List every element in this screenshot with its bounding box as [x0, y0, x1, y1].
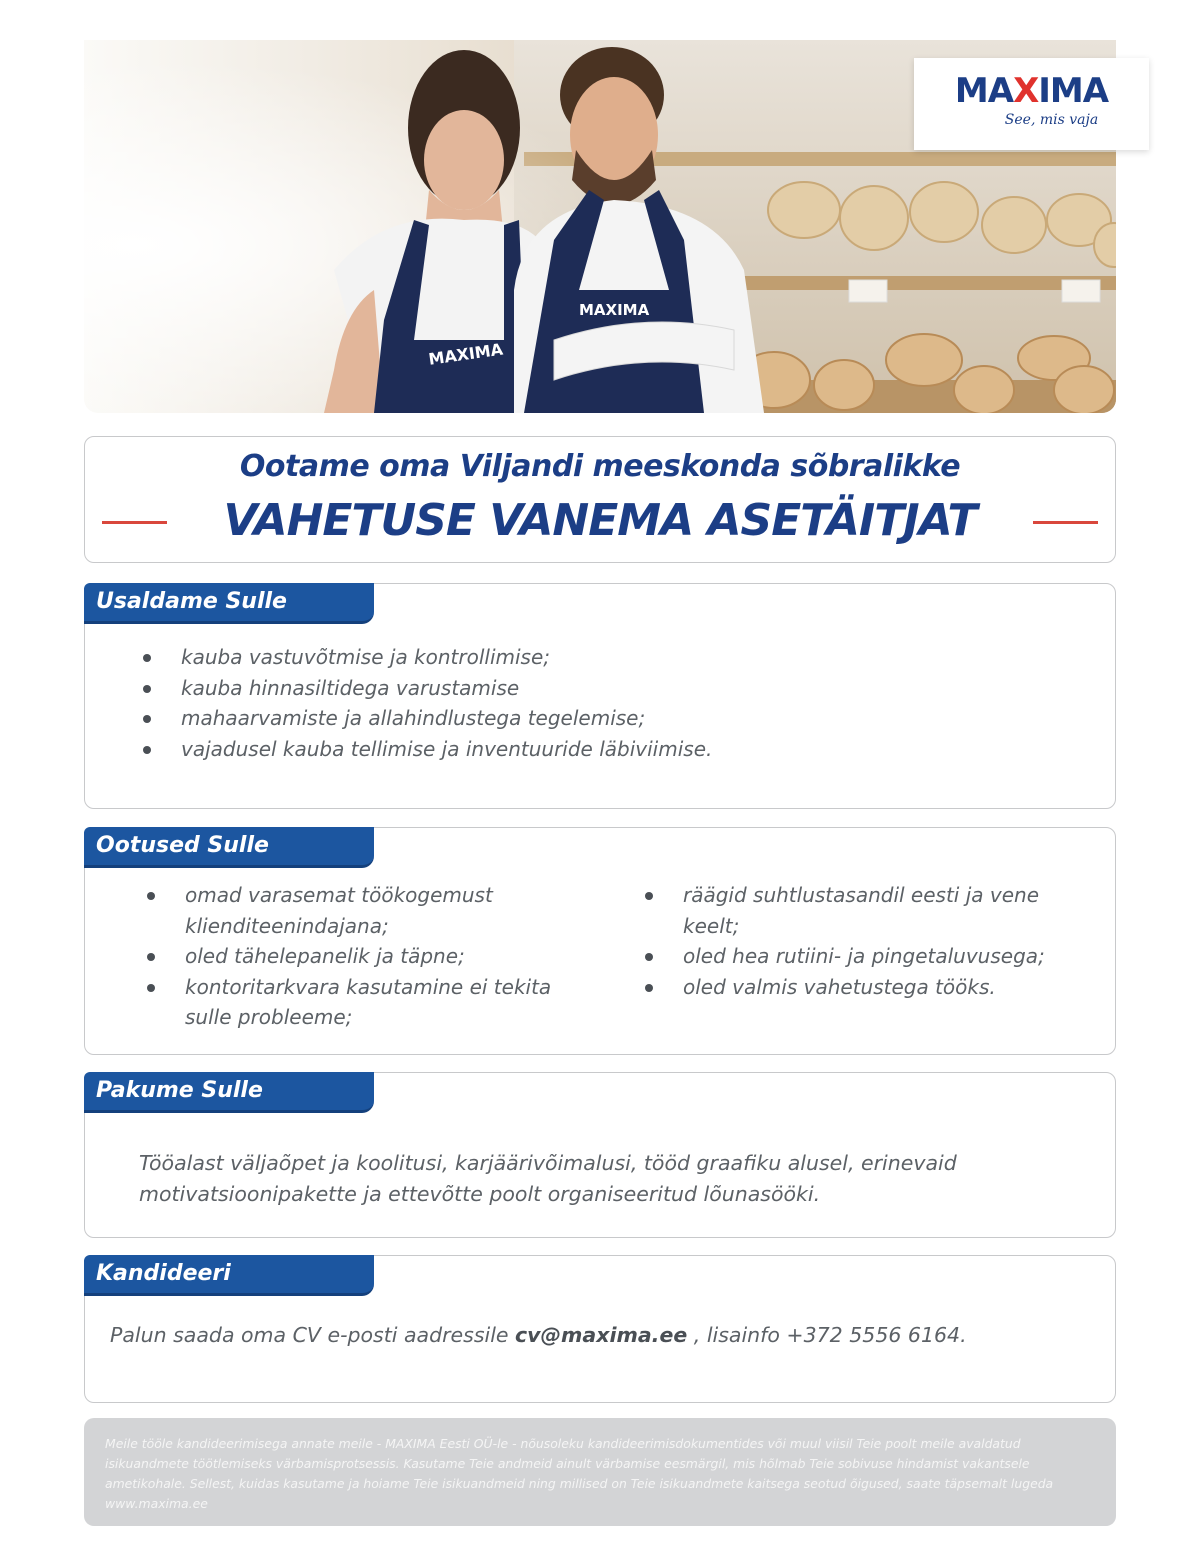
bullet-icon: [645, 984, 653, 992]
email-link[interactable]: cv@maxima.ee: [515, 1323, 688, 1347]
expectations-list-left: [143, 880, 583, 1033]
job-title: VAHETUSE VANEMA ASETÄITJAT: [223, 495, 977, 546]
bullet-icon: [645, 953, 653, 961]
list-item: oled hea rutiini- ja pingetaluvusega;: [641, 941, 1061, 972]
list-item: oled tähelepanelik ja täpne;: [143, 941, 583, 972]
list-item: omad varasemat töökogemust klienditeenindajana;: [143, 880, 583, 941]
privacy-disclaimer: Meile tööle kandideerimisega annate meile - MAXIMA Eesti OÜ-le - nõusoleku kandideerimisdokumentides või muul viisil Teie poolt meile avaldatud isikuandmete töötlemiseks värbamisprotsessis. Kasutame Teie andmeid ainult värbamise eesmärgil, mis hõlmab Teie sobivuse hindamist vakantsele ametikohale. Sellest, kuidas kasutame ja hoiame Teie isikuandmeid ning millised on Teie isikuandmete kaitsega seotud õigused, saate täpsemalt lugeda www.maxima.ee: [84, 1418, 1116, 1526]
list-item: vajadusel kauba tellimise ja inventuuride läbiviimise.: [139, 734, 712, 765]
title-card: [84, 436, 1116, 563]
section-apply-title: Kandideeri: [84, 1255, 374, 1296]
decorative-dash-right: [1033, 521, 1098, 524]
list-item: kontoritarkvara kasutamine ei tekita sulle probleeme;: [143, 972, 583, 1033]
trust-list: [139, 642, 712, 764]
section-expectations-title: Ootused Sulle: [84, 827, 374, 868]
maxima-logo: [914, 58, 1149, 150]
list-item: kauba vastuvõtmise ja kontrollimise;: [139, 642, 712, 673]
bullet-icon: [147, 892, 155, 900]
bullet-icon: [143, 654, 151, 662]
section-apply: [84, 1255, 1116, 1403]
bullet-icon: [143, 746, 151, 754]
list-item: oled valmis vahetustega tööks.: [641, 972, 1061, 1003]
bullet-icon: [645, 892, 653, 900]
offer-text: Tööalast väljaõpet ja koolitusi, karjäärivõimalusi, tööd graafiku alusel, erinevaid motivatsioonipakette ja ettevõtte poolt organiseeritud lõunasööki.: [139, 1151, 957, 1206]
bullet-icon: [143, 715, 151, 723]
section-offer: [84, 1072, 1116, 1238]
bullet-icon: [147, 984, 155, 992]
apron-logo-left: MAXIMA: [427, 339, 505, 369]
logo-wordmark: MAXIMA: [954, 71, 1109, 111]
title-subheading: Ootame oma Viljandi meeskonda sõbralikke: [239, 449, 961, 484]
list-item: räägid suhtlustasandil eesti ja vene keelt;: [641, 880, 1061, 941]
section-trust: [84, 583, 1116, 809]
section-expectations: [84, 827, 1116, 1055]
logo-tagline: See, mis vaja: [1004, 112, 1099, 128]
section-trust-title: Usaldame Sulle: [84, 583, 374, 624]
apron-logo-right: MAXIMA: [579, 301, 650, 319]
list-item: mahaarvamiste ja allahindlustega tegelemise;: [139, 703, 712, 734]
bullet-icon: [147, 953, 155, 961]
list-item: kauba hinnasiltidega varustamise: [139, 673, 712, 704]
bullet-icon: [143, 685, 151, 693]
apply-text: Palun saada oma CV e-posti aadressile cv@maxima.ee , lisainfo +372 5556 6164.: [110, 1323, 967, 1347]
expectations-list-right: [641, 880, 1061, 1002]
section-offer-title: Pakume Sulle: [84, 1072, 374, 1113]
